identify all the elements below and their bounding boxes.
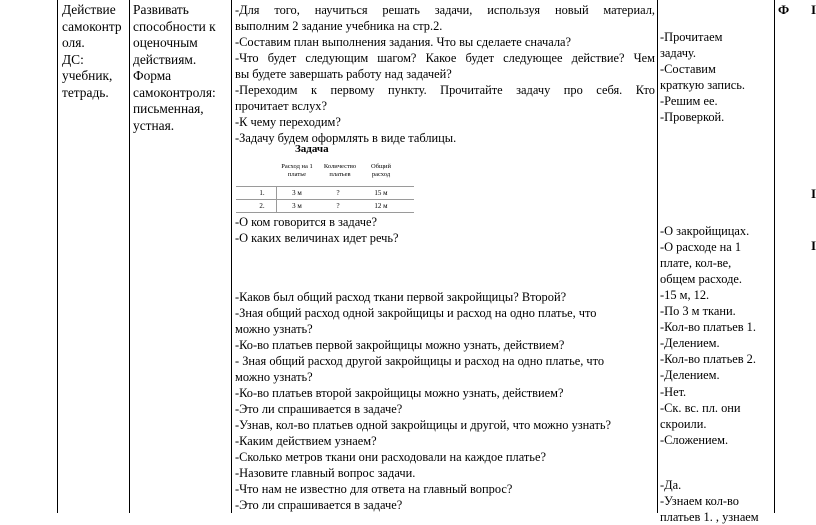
- teacher-line: можно узнать?: [235, 370, 313, 384]
- goal-line: письменная,: [133, 101, 204, 116]
- task-title: Задача: [295, 143, 329, 155]
- student-line: скроили.: [660, 416, 707, 431]
- column-border: [57, 0, 58, 513]
- student-line: -Кол-во платьев 1.: [660, 320, 756, 335]
- goal-line: способности к: [133, 18, 216, 34]
- teacher-line: -Переходим к первому пункту. Прочитайте задачу про себя. Кто: [235, 83, 655, 97]
- column-border: [657, 0, 658, 513]
- task-table-rule: [236, 212, 414, 213]
- teacher-line: -Зная общий расход одной закройщицы и расход на одно платье, что: [235, 306, 597, 320]
- student-line: -О расходе на 1: [660, 239, 742, 254]
- clipped-edge-mark: I: [811, 238, 816, 253]
- student-line: -Сложением.: [660, 432, 729, 447]
- teacher-line: -Это ли спрашивается в задаче?: [235, 498, 403, 512]
- student-line: -Кол-во платьев 2.: [660, 352, 756, 367]
- task-table-header: Общий расход: [371, 163, 391, 178]
- teacher-line: -Ко-во платьев второй закройщицы можно узнать, действием?: [235, 386, 564, 400]
- teacher-line: -Каков был общий расход ткани первой закройщицы? Второй?: [235, 290, 567, 304]
- column-border: [231, 0, 232, 513]
- student-gap: [660, 448, 772, 477]
- activity-line: тетрадь.: [62, 84, 109, 100]
- task-table: [236, 156, 416, 216]
- teacher-line: -Это ли спрашивается в задаче?: [235, 402, 403, 416]
- student-line: -Узнаем кол-во: [660, 493, 739, 508]
- teacher-line: - Зная общий расход другой закройщицы и расход на одно платье, что: [235, 354, 605, 368]
- teacher-line: -Назовите главный вопрос задачи.: [235, 466, 416, 480]
- teacher-line: -К чему переходим?: [235, 115, 341, 129]
- goal-line: действиям.: [133, 51, 197, 67]
- teacher-line: -Сколько метров ткани они расходовали на каждое платье?: [235, 450, 546, 464]
- activity-line: учебник,: [62, 68, 113, 83]
- student-line: платьев 1. , узнаем: [660, 510, 759, 525]
- activity-line: оля.: [62, 35, 85, 50]
- teacher-cell: [235, 2, 655, 513]
- form-label: Ф: [778, 2, 790, 17]
- student-line: плате, кол-ве,: [660, 255, 732, 270]
- student-line: -15 м, 12.: [660, 287, 710, 302]
- task-cell-total: 15 м: [374, 189, 388, 197]
- student-line: -Ск. вс. пл. они: [660, 400, 741, 415]
- column-border: [129, 0, 130, 513]
- student-line: -Делением.: [660, 368, 720, 383]
- task-table-header: Количество платьев: [323, 163, 357, 178]
- task-cell-total: 12 м: [374, 202, 388, 210]
- task-cell-per-dress: 3 м: [292, 202, 302, 210]
- task-cell-per-dress: 3 м: [292, 189, 302, 197]
- student-line: -По 3 м ткани.: [660, 304, 736, 319]
- teacher-line: -Задачу будем оформлять в виде таблицы.: [235, 131, 457, 145]
- student-line: общем расходе.: [660, 271, 742, 286]
- task-table-rule: [236, 199, 414, 200]
- teacher-line: -Для того, научиться решать задачи, используя новый материал,: [235, 3, 655, 17]
- task-cell-count: ?: [336, 202, 340, 210]
- goal-line: Форма: [133, 68, 172, 83]
- student-line: -О закройщицах.: [660, 223, 750, 238]
- activity-line: ДС:: [62, 51, 84, 67]
- activity-line: Действие: [62, 2, 116, 17]
- teacher-line: -Что нам не известно для ответа на главный вопрос?: [235, 482, 513, 496]
- task-table-rule: [276, 186, 277, 212]
- task-table-header: Расход на 1 платье: [281, 163, 313, 178]
- task-row-number: 2.: [259, 202, 265, 210]
- student-gap: [660, 126, 772, 223]
- student-line: -Составим: [660, 62, 716, 77]
- clipped-edge-mark: I: [811, 2, 816, 17]
- form-cell: [778, 2, 808, 18]
- activity-line: самоконтр: [62, 18, 122, 34]
- task-row-number: 1.: [259, 189, 265, 197]
- task-table-rule: [236, 186, 414, 187]
- teacher-line: выполним 2 задание учебника на стр.2.: [235, 19, 443, 33]
- teacher-line: -Что будет следующим шагом? Какое будет следующее действие? Чем: [235, 51, 655, 65]
- student-line: -Да.: [660, 477, 682, 492]
- activity-cell: [62, 2, 126, 101]
- teacher-line: можно узнать?: [235, 322, 313, 336]
- student-line: -Нет.: [660, 384, 687, 399]
- goal-line: самоконтроля:: [133, 84, 216, 100]
- goal-line: Развивать: [133, 2, 189, 17]
- teacher-line: -Ко-во платьев первой закройщицы можно узнать, действием?: [235, 338, 565, 352]
- student-line: краткую запись.: [660, 78, 745, 93]
- student-line: -Делением.: [660, 336, 720, 351]
- teacher-line: вы будете завершать работу над задачей?: [235, 67, 452, 81]
- teacher-line: -Узнав, кол-во платьев одной закройщицы и другой, что можно узнать?: [235, 418, 612, 432]
- student-line: -Решим ее.: [660, 94, 718, 109]
- teacher-line: -О ком говорится в задаче?: [235, 215, 377, 229]
- student-line: -Прочитаем: [660, 30, 723, 44]
- blank-gap: [235, 246, 655, 289]
- teacher-line: -Составим план выполнения задания. Что вы сделаете сначала?: [235, 35, 572, 49]
- teacher-line: -О каких величинах идет речь?: [235, 231, 399, 245]
- column-border: [774, 0, 775, 513]
- student-cell: [660, 2, 772, 525]
- goal-line: оценочным: [133, 35, 198, 50]
- task-cell-count: ?: [336, 189, 340, 197]
- clipped-edge-mark: I: [811, 186, 816, 201]
- student-line: -Проверкой.: [660, 110, 725, 125]
- student-top-gap: [660, 2, 772, 29]
- student-line: задачу.: [660, 46, 696, 61]
- teacher-line: -Каким действием узнаем?: [235, 434, 377, 448]
- goal-cell: [133, 2, 230, 134]
- goal-line: устная.: [133, 117, 175, 133]
- teacher-line: прочитает вслух?: [235, 99, 327, 113]
